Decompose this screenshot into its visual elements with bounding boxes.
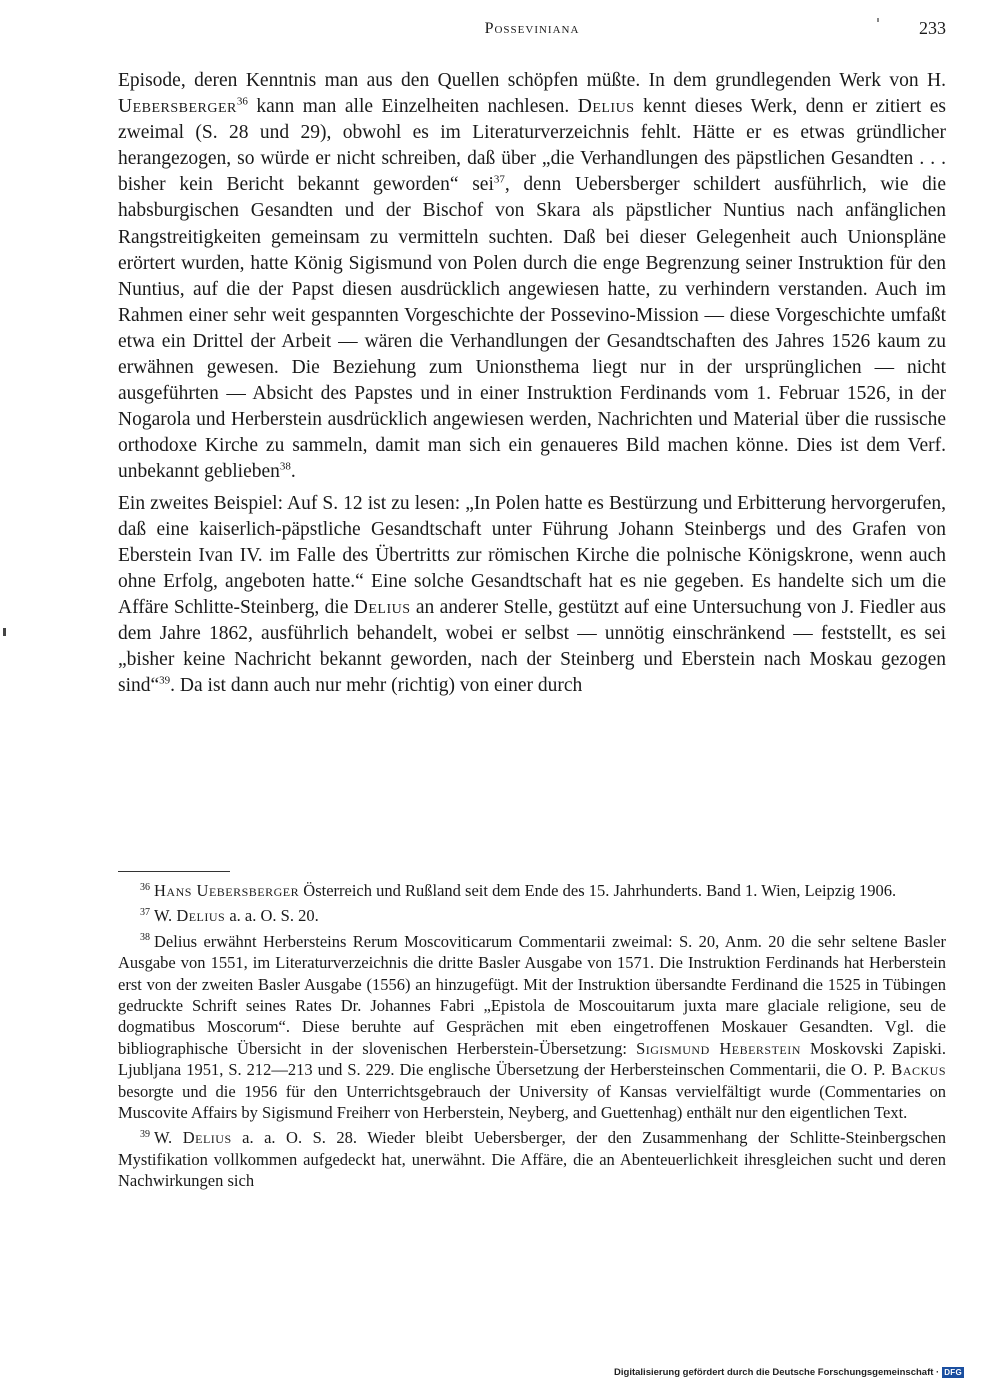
footnote-text: Delius erwähnt Herbersteins Rerum Moscoviticarum Commentarii zweimal: S. 20, Anm. 20 die sehr seltene Basler Ausgabe von 1551, im Literaturverzeichnis die dritte Basler Ausgabe von 1571. Die Instruktion Ferdinands hat Herberstein erst von der zweiten Basler Ausgabe (1556) an hinzugefügt. Mit der Instruktion übersandte Ferdinand die 1525 in Tübingen gedruckte Schrift seines Rates Dr. Johannes Fabri „Epistola de Moscouitarum juxta mare glaciale religione, seu de dogmatibus Moscorum“. Diese beruhte auf Gesprächen mit eben eingetroffenen Moskauer Gesandten. Vgl. die bibliographische Übersicht in der slovenischen Herberstein-Übersetzung:: [118, 931, 946, 1058]
footnote-ref: 36: [236, 95, 248, 108]
author-name: Delius: [577, 96, 635, 118]
text-run: . Da ist dann auch nur mehr (richtig) von einer durch: [170, 675, 583, 697]
footnote-text: Österreich und Rußland seit dem Ende des 15. Jahrhunderts. Band 1. Wien, Leipzig 1906.: [299, 881, 897, 900]
main-text: [118, 68, 946, 699]
footnote-number: 37: [140, 906, 150, 918]
footnote-text: a. a. O. S. 28. Wieder bleibt Uebersberger, der den Zusammenhang der Schlitte-Steinbergschen Mystifikation vollkommen aufgedeckt hat, unerwähnt. Die Affäre, die an Abenteuerlichkeit ihresgleichen sucht und deren Nachwirkungen sich: [118, 1128, 947, 1191]
author-name: Sigismund Heberstein: [636, 1038, 801, 1058]
footnote-text: a. a. O. S. 20.: [225, 906, 319, 926]
footnote-ref: 39: [159, 674, 171, 687]
footnote-number: 39: [140, 1128, 150, 1140]
text-run: .: [290, 461, 296, 483]
dfg-logo-icon: DFG: [944, 1368, 962, 1377]
footnote-ref: 38: [279, 460, 291, 473]
author-name: Delius: [182, 1128, 232, 1148]
footnote-text: besorgte und die 1956 für den Unterrichtsgebrauch der University of Kansas vervielfältigt wurde (Commentaries on Muscovite Affairs by Sigismund Freiherr von Herberstein, Neyberg, and Guettenhag) enthält nur den eigentlichen Text.: [118, 1081, 946, 1123]
author-name: Delius: [176, 906, 226, 926]
text-run: kennt dieses Werk, denn er zitiert es zweimal (S. 28 und 29), obwohl es im Literaturverzeichnis fehlt. Hätte er es etwas gründlicher herangezogen, so würde er nicht schreiben, daß über „die Verhandlungen des päpstlichen Gesandten . . . bisher kein Bericht bekannt geworden“ sei: [118, 96, 947, 196]
credit-text: Digitalisierung gefördert durch die Deutsche Forschungsgemeinschaft ·: [614, 1367, 940, 1378]
paragraph: [118, 68, 946, 486]
author-name: Uebersberger: [118, 96, 237, 118]
digitization-credit: [614, 1367, 964, 1378]
page-number: 233: [919, 18, 946, 38]
text-run: kann man alle Einzelheiten nachlesen.: [247, 96, 578, 118]
running-title: Posseviniana: [484, 20, 580, 37]
footnote: [118, 931, 946, 1124]
footnote-ref: 37: [493, 173, 505, 186]
running-head: [118, 14, 946, 44]
text-run: Episode, deren Kenntnis man aus den Quellen schöpfen müßte. In dem grundlegenden Werk von H.: [118, 70, 946, 91]
author-name: O. P. Backus: [850, 1060, 946, 1080]
footnote: [118, 905, 946, 926]
footnote-text: W.: [154, 906, 177, 926]
text-run: an anderer Stelle, gestützt auf eine Untersuchung von J. Fiedler aus dem Jahre 1862, ausführlich behandelt, wobei er selbst — unnötig einschränkend — feststellt, es sei „bisher keine Nachricht bekannt geworden, nach der Steinberg und Eberstein nach Moskau gezogen sind“: [118, 596, 946, 697]
footnote: [118, 1127, 946, 1191]
text-run: , denn Uebersberger schildert ausführlich, wie die habsburgischen Gesandten und der Bischof von Skara als päpstlicher Nuntius nach anfänglichen Rangstreitigkeiten gemeinsam zu vermitteln suchten. Daß bei dieser Gelegenheit auch Unionspläne erörtert wurden, hatte König Sigismund von Polen durch die enge Begrenzung seiner Instruktion für den Nuntius, auf die der Papst diesen ausdrücklich angewiesen hatte, zu verhindern verstanden. Auch im Rahmen einer sehr weit gespannten Vorgeschichte der Possevino-Mission — diese Vorgeschichte umfaßt etwa ein Drittel der Arbeit — wären die Verhandlungen der Gesandtschaften des Jahres 1526 kaum zu erwähnen gewesen. Die Beziehung zum Unionsthema liegt nur in der ursprünglichen — nicht ausgeführten — Absicht des Papstes und in einer Instruktion Ferdinands vom 1. Februar 1526, in der Nogarola und Herberstein ausdrücklich angewiesen werden, Nachrichten und Material über die russische orthodoxe Kirche zu sammeln, damit man sich ein genaueres Bild machen könne. Dies ist dem Verf. unbekannt geblieben: [118, 174, 946, 483]
footnote-rule: [118, 871, 230, 872]
author-name: Hans Uebersberger: [154, 881, 300, 900]
footnote-number: 36: [140, 881, 150, 893]
text-run: Ein zweites Beispiel: Auf S. 12 ist zu lesen: „In Polen hatte es Bestürzung und Erbitterung hervorgerufen, daß eine kaiserlich-päpstliche Gesandtschaft unter Führung Johann Steinbergs und des Grafen von Eberstein Ivan IV. im Falle des Übertritts zur römischen Kirche die polnische Königskrone, wenn auch ohne Erfolg, angeboten hatte.“ Eine solche Gesandtschaft hat es nie gegeben. Es handelte sich um die Affäre Schlitte-Steinberg, die: [118, 492, 946, 618]
footnote-text: W.: [154, 1128, 183, 1148]
footnote-number: 38: [140, 932, 150, 944]
paragraph: [118, 491, 946, 700]
author-name: Delius: [353, 596, 411, 618]
footnotes: [118, 880, 946, 1196]
footnote-text: Moskovski Zapiski. Ljubljana 1951, S. 212—213 und S. 229. Die englische Übersetzung der Herbersteinschen Commentarii, die: [118, 1038, 946, 1080]
footnote: [118, 880, 946, 901]
margin-mark: [3, 628, 6, 636]
